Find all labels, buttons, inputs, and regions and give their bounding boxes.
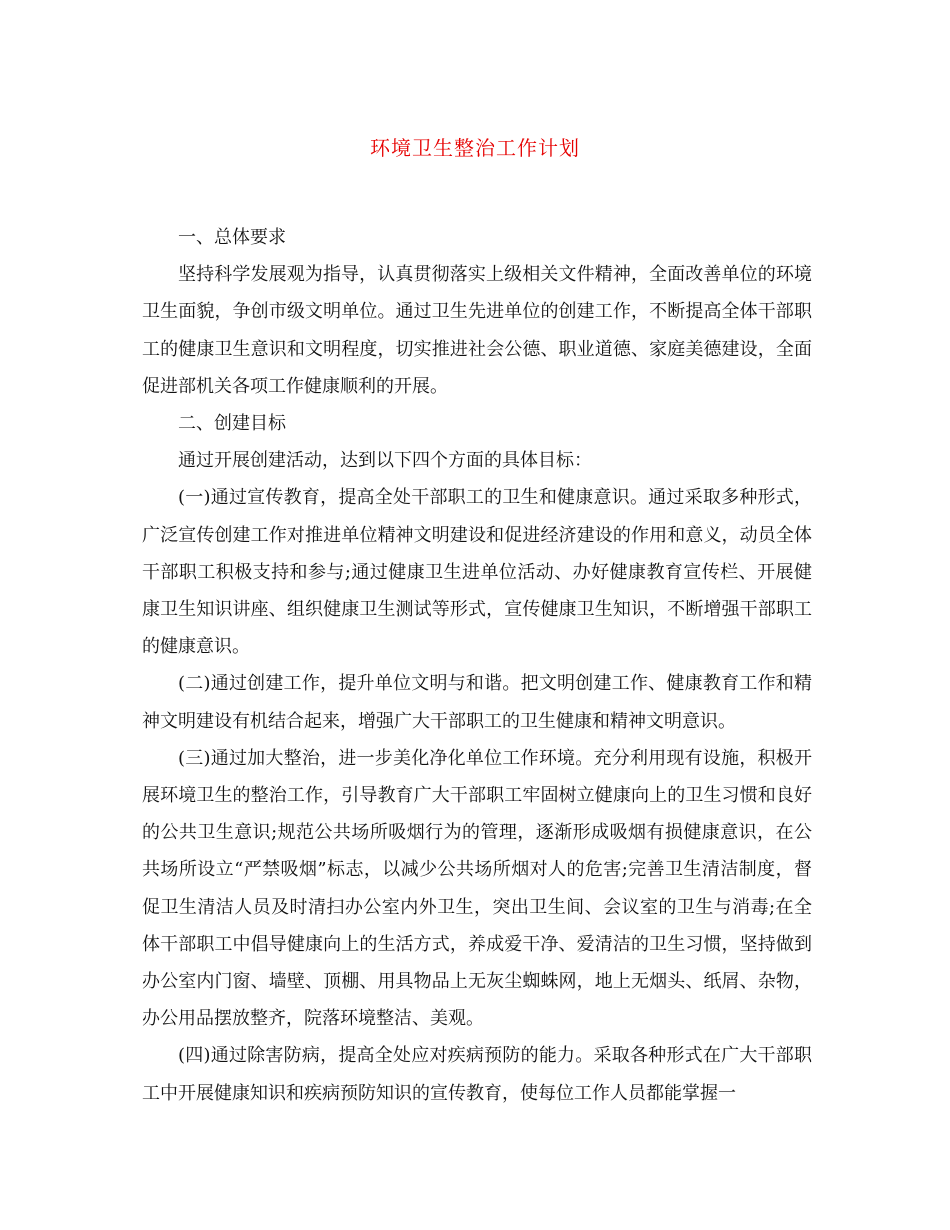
- paragraph-goal-2: (二)通过创建工作，提升单位文明与和谐。把文明创建工作、健康教育工作和精神文明建设有机结合起来，增强广大干部职工的卫生健康和精神文明意识。: [142, 673, 812, 732]
- document-title: 环境卫生整治工作计划: [370, 136, 580, 160]
- paragraph-goals-intro: 通过开展创建活动，达到以下四个方面的具体目标：: [178, 450, 592, 472]
- paragraph-goal-3: (三)通过加大整治，进一步美化净化单位工作环境。充分利用现有设施，积极开展环境卫生的整治工作，引导教育广大干部职工牢固树立健康向上的卫生习惯和良好的公共卫生意识;规范公共场所吸烟行为的管理，逐渐形成吸烟有损健康意识，在公共场所设立“严禁吸烟”标志，以减少公共场所烟对人的危害;完善卫生清洁制度，督促卫生清洁人员及时清扫办公室内外卫生，突出卫生间、会议室的卫生与消毒;在全体干部职工中倡导健康向上的生活方式，养成爱干净、爱清洁的卫生习惯，坚持做到办公室内门窗、墙壁、顶棚、用具物品上无灰尘蜘蛛网，地上无烟头、纸屑、杂物，办公用品摆放整齐，院落环境整洁、美观。: [142, 747, 812, 1030]
- section-heading-general-requirements: 一、总体要求: [178, 227, 286, 248]
- document-body: [142, 219, 812, 1112]
- section-heading-creation-goals: 二、创建目标: [178, 413, 286, 435]
- paragraph-general-requirements: 坚持科学发展观为指导，认真贯彻落实上级相关文件精神，全面改善单位的环境卫生面貌，争创市级文明单位。通过卫生先进单位的创建工作，不断提高全体干部职工的健康卫生意识和文明程度，切实推进社会公德、职业道德、家庭美德建设，全面促进部机关各项工作健康顺利的开展。: [142, 264, 812, 397]
- paragraph-goal-4: (四)通过除害防病，提高全处应对疾病预防的能力。采取各种形式在广大干部职工中开展健康知识和疾病预防知识的宣传教育，使每位工作人员都能掌握一: [142, 1045, 812, 1104]
- paragraph-goal-1: (一)通过宣传教育，提高全处干部职工的卫生和健康意识。通过采取多种形式，广泛宣传创建工作对推进单位精神文明建设和促进经济建设的作用和意义，动员全体干部职工积极支持和参与;通过健康卫生进单位活动、办好健康教育宣传栏、开展健康卫生知识讲座、组织健康卫生测试等形式，宣传健康卫生知识，不断增强干部职工的健康意识。: [142, 487, 812, 658]
